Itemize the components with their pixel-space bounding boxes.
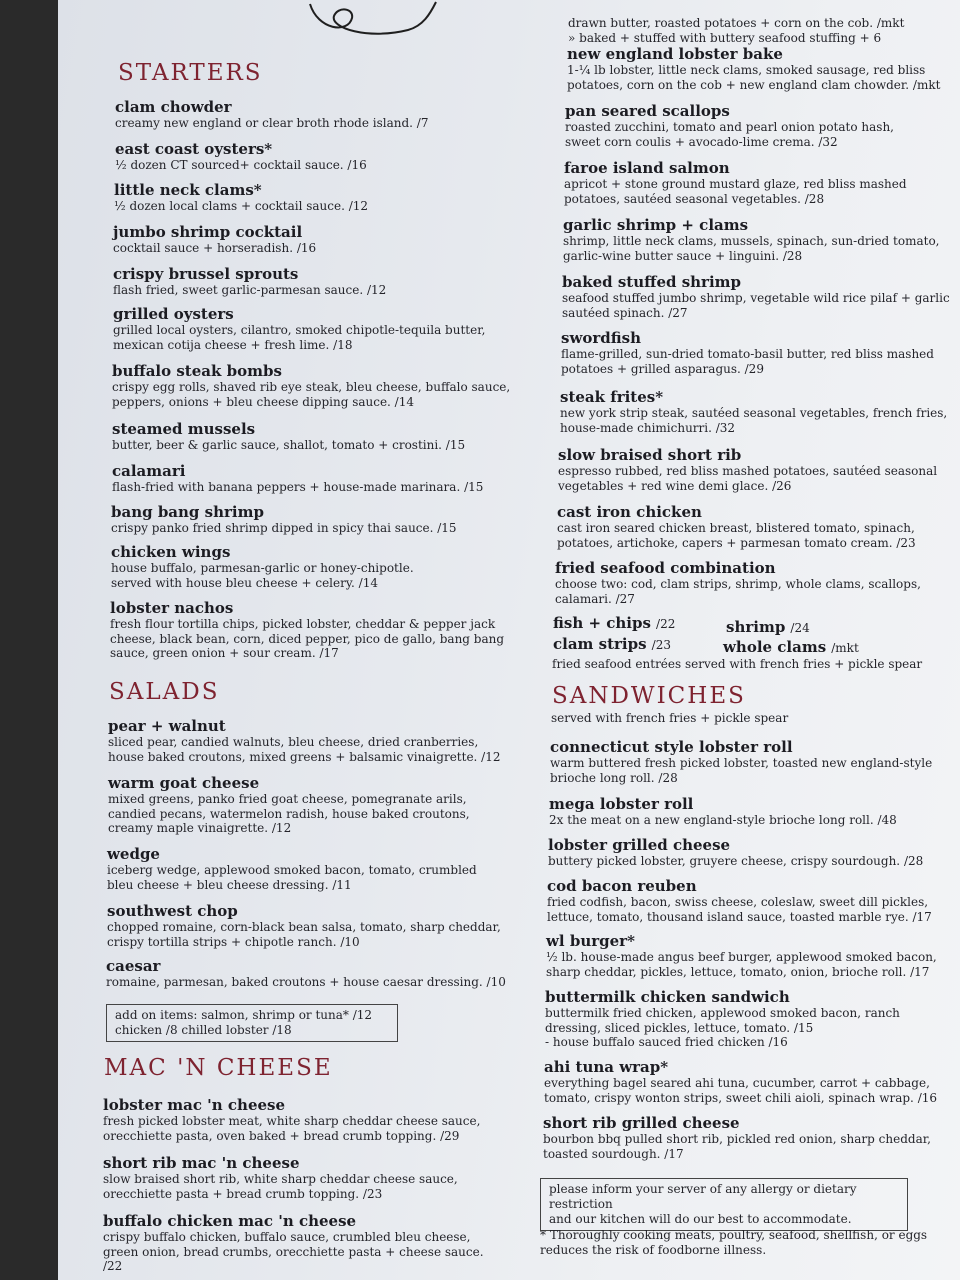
menu-item <box>113 223 513 256</box>
menu-item <box>564 159 959 206</box>
item-name: southwest chop <box>107 902 238 920</box>
item-description: romaine, parmesan, baked croutons + house caesar dressing. /10 <box>106 975 506 989</box>
fried-option-price: /24 <box>790 621 810 635</box>
item-description: crispy egg rolls, shaved rib eye steak, bleu cheese, buffalo sauce, peppers, onions + bleu cheese dipping sauce. /14 <box>112 380 511 409</box>
item-description: mixed greens, panko fried goat cheese, pomegranate arils, candied pecans, watermelon radish, house baked croutons, creamy maple vinaigrette. /12 <box>108 792 470 835</box>
fried-option-price: /mkt <box>831 641 859 655</box>
item-name: steak frites* <box>560 388 664 406</box>
item-name: pear + walnut <box>108 717 226 735</box>
fried-option-name: fish + chips <box>553 614 651 632</box>
fried-option-name: whole clams <box>723 638 827 656</box>
menu-item <box>560 388 955 435</box>
fried-option <box>553 613 675 632</box>
item-name: wl burger* <box>546 932 635 950</box>
salads-heading: SALADS <box>109 679 220 705</box>
menu-item <box>113 265 513 298</box>
item-name: connecticut style lobster roll <box>550 738 793 756</box>
item-name: ahi tuna wrap* <box>544 1058 669 1076</box>
item-description: everything bagel seared ahi tuna, cucumber, carrot + cabbage, tomato, crispy wonton strips, sweet chili aioli, spinach wrap. /16 <box>544 1076 937 1105</box>
item-name: clam chowder <box>115 98 232 116</box>
menu-item <box>103 1096 503 1143</box>
item-description: cast iron seared chicken breast, blistered tomato, spinach, potatoes, artichoke, capers + parmesan tomato cream. /23 <box>557 521 916 550</box>
lobster-description: drawn butter, roasted potatoes + corn on the cob. /mkt » baked + stuffed with buttery seafood stuffing + 6 <box>568 16 905 45</box>
item-name: steamed mussels <box>112 420 256 438</box>
item-name: fried seafood combination <box>555 559 776 577</box>
menu-item <box>547 877 942 924</box>
decorative-swirl <box>308 0 438 42</box>
item-description: buttery picked lobster, gruyere cheese, crispy sourdough. /28 <box>548 854 924 868</box>
item-description: crispy buffalo chicken, buffalo sauce, crumbled bleu cheese, green onion, bread crumbs, orecchiette pasta + cheese sauce. /22 <box>103 1230 484 1273</box>
item-description: 2x the meat on a new england-style brioche long roll. /48 <box>549 813 897 827</box>
item-name: slow braised short rib <box>558 446 742 464</box>
menu-item <box>108 774 508 836</box>
starters-heading: STARTERS <box>118 60 263 86</box>
item-description: fresh flour tortilla chips, picked lobster, cheddar & pepper jack cheese, black bean, corn, diced pepper, pico de gallo, bang bang sauce, green onion + sour cream. /17 <box>110 617 505 660</box>
item-name: little neck clams* <box>114 181 262 199</box>
item-name: bang bang shrimp <box>111 503 264 521</box>
menu-item <box>115 98 515 131</box>
menu-item <box>110 599 510 661</box>
menu-item <box>115 140 515 173</box>
menu-item <box>565 102 960 149</box>
item-name: buffalo steak bombs <box>112 362 282 380</box>
item-name: crispy brussel sprouts <box>113 265 299 283</box>
item-description: iceberg wedge, applewood smoked bacon, tomato, crumbled bleu cheese + bleu cheese dressing. /11 <box>107 863 477 892</box>
menu-item <box>557 503 952 550</box>
item-description: fresh picked lobster meat, white sharp cheddar cheese sauce, orecchiette pasta, oven baked + bread crumb topping. /29 <box>103 1114 481 1143</box>
item-name: calamari <box>112 462 186 480</box>
menu-item <box>550 738 945 785</box>
sandwiches-subtitle: served with french fries + pickle spear <box>551 711 789 725</box>
item-description: creamy new england or clear broth rhode island. /7 <box>115 116 429 130</box>
item-name: chicken wings <box>111 543 231 561</box>
menu-item <box>114 181 514 214</box>
menu-item <box>112 462 512 495</box>
fried-option <box>726 617 810 636</box>
fried-option-price: /23 <box>651 638 671 652</box>
fried-note: fried seafood entrées served with french fries + pickle spear <box>552 657 923 671</box>
menu-item <box>546 932 941 979</box>
menu-item <box>111 503 511 536</box>
item-description: sliced pear, candied walnuts, bleu cheese, dried cranberries, house baked croutons, mixed greens + balsamic vinaigrette. /12 <box>108 735 501 764</box>
menu-item <box>558 446 953 493</box>
item-description: chopped romaine, corn-black bean salsa, tomato, sharp cheddar, crispy tortilla strips + chipotle ranch. /10 <box>107 920 501 949</box>
item-description: shrimp, little neck clams, mussels, spinach, sun-dried tomato, garlic-wine butter sauce + linguini. /28 <box>563 234 940 263</box>
item-name: faroe island salmon <box>564 159 730 177</box>
item-description: buttermilk fried chicken, applewood smoked bacon, ranch dressing, sliced pickles, lettuce, tomato. /15 - house buffalo sauced fried chicken /16 <box>545 1006 900 1049</box>
item-name: caesar <box>106 957 161 975</box>
item-description: flame-grilled, sun-dried tomato-basil butter, red bliss mashed potatoes + grilled asparagus. /29 <box>561 347 934 376</box>
item-description: slow braised short rib, white sharp cheddar cheese sauce, orecchiette pasta + bread crumb topping. /23 <box>103 1172 458 1201</box>
item-description: 1-¼ lb lobster, little neck clams, smoked sausage, red bliss potatoes, corn on the cob + new england clam chowder. /mkt <box>567 63 941 92</box>
consumption-disclaimer: * Thoroughly cooking meats, poultry, seafood, shellfish, or eggs reduces the risk of foodborne illness. <box>540 1228 928 1257</box>
item-name: cod bacon reuben <box>547 877 697 895</box>
menu-item <box>112 362 512 409</box>
item-description: choose two: cod, clam strips, shrimp, whole clams, scallops, calamari. /27 <box>555 577 921 606</box>
item-name: cast iron chicken <box>557 503 702 521</box>
addons-box: add on items: salmon, shrimp or tuna* /12 chicken /8 chilled lobster /18 <box>106 1004 398 1042</box>
item-name: wedge <box>107 845 160 863</box>
item-name: warm goat cheese <box>108 774 260 792</box>
menu-item <box>113 305 513 352</box>
item-description: butter, beer & garlic sauce, shallot, tomato + crostini. /15 <box>112 438 466 452</box>
item-name: short rib grilled cheese <box>543 1114 740 1132</box>
item-description: seafood stuffed jumbo shrimp, vegetable wild rice pilaf + garlic sautéed spinach. /27 <box>562 291 950 320</box>
item-name: new england lobster bake <box>567 45 783 63</box>
item-description: flash fried, sweet garlic-parmesan sauce. /12 <box>113 283 387 297</box>
item-name: buttermilk chicken sandwich <box>545 988 790 1006</box>
item-description: new york strip steak, sautéed seasonal vegetables, french fries, house-made chimichurri. /32 <box>560 406 948 435</box>
item-description: flash-fried with banana peppers + house-made marinara. /15 <box>112 480 484 494</box>
item-name: lobster nachos <box>110 599 234 617</box>
item-description: roasted zucchini, tomato and pearl onion potato hash, sweet corn coulis + avocado-lime crema. /32 <box>565 120 894 149</box>
item-description: ½ dozen local clams + cocktail sauce. /12 <box>114 199 369 213</box>
item-name: baked stuffed shrimp <box>562 273 742 291</box>
item-description: apricot + stone ground mustard glaze, red bliss mashed potatoes, sautéed seasonal vegetables. /28 <box>564 177 907 206</box>
menu-item <box>549 795 944 828</box>
item-name: jumbo shrimp cocktail <box>113 223 303 241</box>
menu-item <box>112 420 512 453</box>
menu-item <box>107 845 507 892</box>
item-description: bourbon bbq pulled short rib, pickled red onion, sharp cheddar, toasted sourdough. /17 <box>543 1132 931 1161</box>
item-name: swordfish <box>561 329 642 347</box>
item-name: lobster mac 'n cheese <box>103 1096 286 1114</box>
fried-option <box>553 634 671 653</box>
menu-item <box>548 836 943 869</box>
menu-item <box>555 559 950 606</box>
item-name: short rib mac 'n cheese <box>103 1154 300 1172</box>
item-description: cocktail sauce + horseradish. /16 <box>113 241 317 255</box>
item-name: pan seared scallops <box>565 102 730 120</box>
item-description: fried codfish, bacon, swiss cheese, coleslaw, sweet dill pickles, lettuce, tomato, thousand island sauce, toasted marble rye. /17 <box>547 895 932 924</box>
item-name: buffalo chicken mac 'n cheese <box>103 1212 357 1230</box>
menu-item <box>567 45 960 92</box>
menu-item <box>544 1058 939 1105</box>
menu-item <box>107 902 507 949</box>
menu-item <box>543 1114 938 1161</box>
item-name: garlic shrimp + clams <box>563 216 749 234</box>
item-name: east coast oysters* <box>115 140 273 158</box>
fried-option-price: /22 <box>656 617 676 631</box>
item-name: grilled oysters <box>113 305 234 323</box>
item-description: espresso rubbed, red bliss mashed potatoes, sautéed seasonal vegetables + red wine demi glace. /26 <box>558 464 938 493</box>
menu-item <box>545 988 940 1050</box>
item-description: warm buttered fresh picked lobster, toasted new england-style brioche long roll. /28 <box>550 756 933 785</box>
item-description: ½ dozen CT sourced+ cocktail sauce. /16 <box>115 158 367 172</box>
item-name: mega lobster roll <box>549 795 694 813</box>
menu-item <box>561 329 956 376</box>
menu-item <box>106 957 506 990</box>
fried-option <box>723 637 859 656</box>
sandwiches-heading: SANDWICHES <box>552 683 746 709</box>
item-description: grilled local oysters, cilantro, smoked chipotle-tequila butter, mexican cotija cheese + fresh lime. /18 <box>113 323 486 352</box>
item-description: ½ lb. house-made angus beef burger, applewood smoked bacon, sharp cheddar, pickles, lettuce, tomato, onion, brioche roll. /17 <box>546 950 937 979</box>
fried-option-name: clam strips <box>553 635 647 653</box>
menu-item <box>562 273 957 320</box>
menu-item <box>103 1212 503 1274</box>
item-description: house buffalo, parmesan-garlic or honey-chipotle. served with house bleu cheese + celery. /14 <box>111 561 414 590</box>
item-description: crispy panko fried shrimp dipped in spicy thai sauce. /15 <box>111 521 457 535</box>
menu-item <box>103 1154 503 1201</box>
mac-heading: MAC 'N CHEESE <box>104 1055 333 1081</box>
fried-option-name: shrimp <box>726 618 786 636</box>
menu-item <box>108 717 508 764</box>
menu-item <box>111 543 511 590</box>
allergy-notice: please inform your server of any allergy or dietary restriction and our kitchen will do our best to accommodate. <box>540 1178 908 1231</box>
item-name: lobster grilled cheese <box>548 836 731 854</box>
menu-item <box>563 216 958 263</box>
